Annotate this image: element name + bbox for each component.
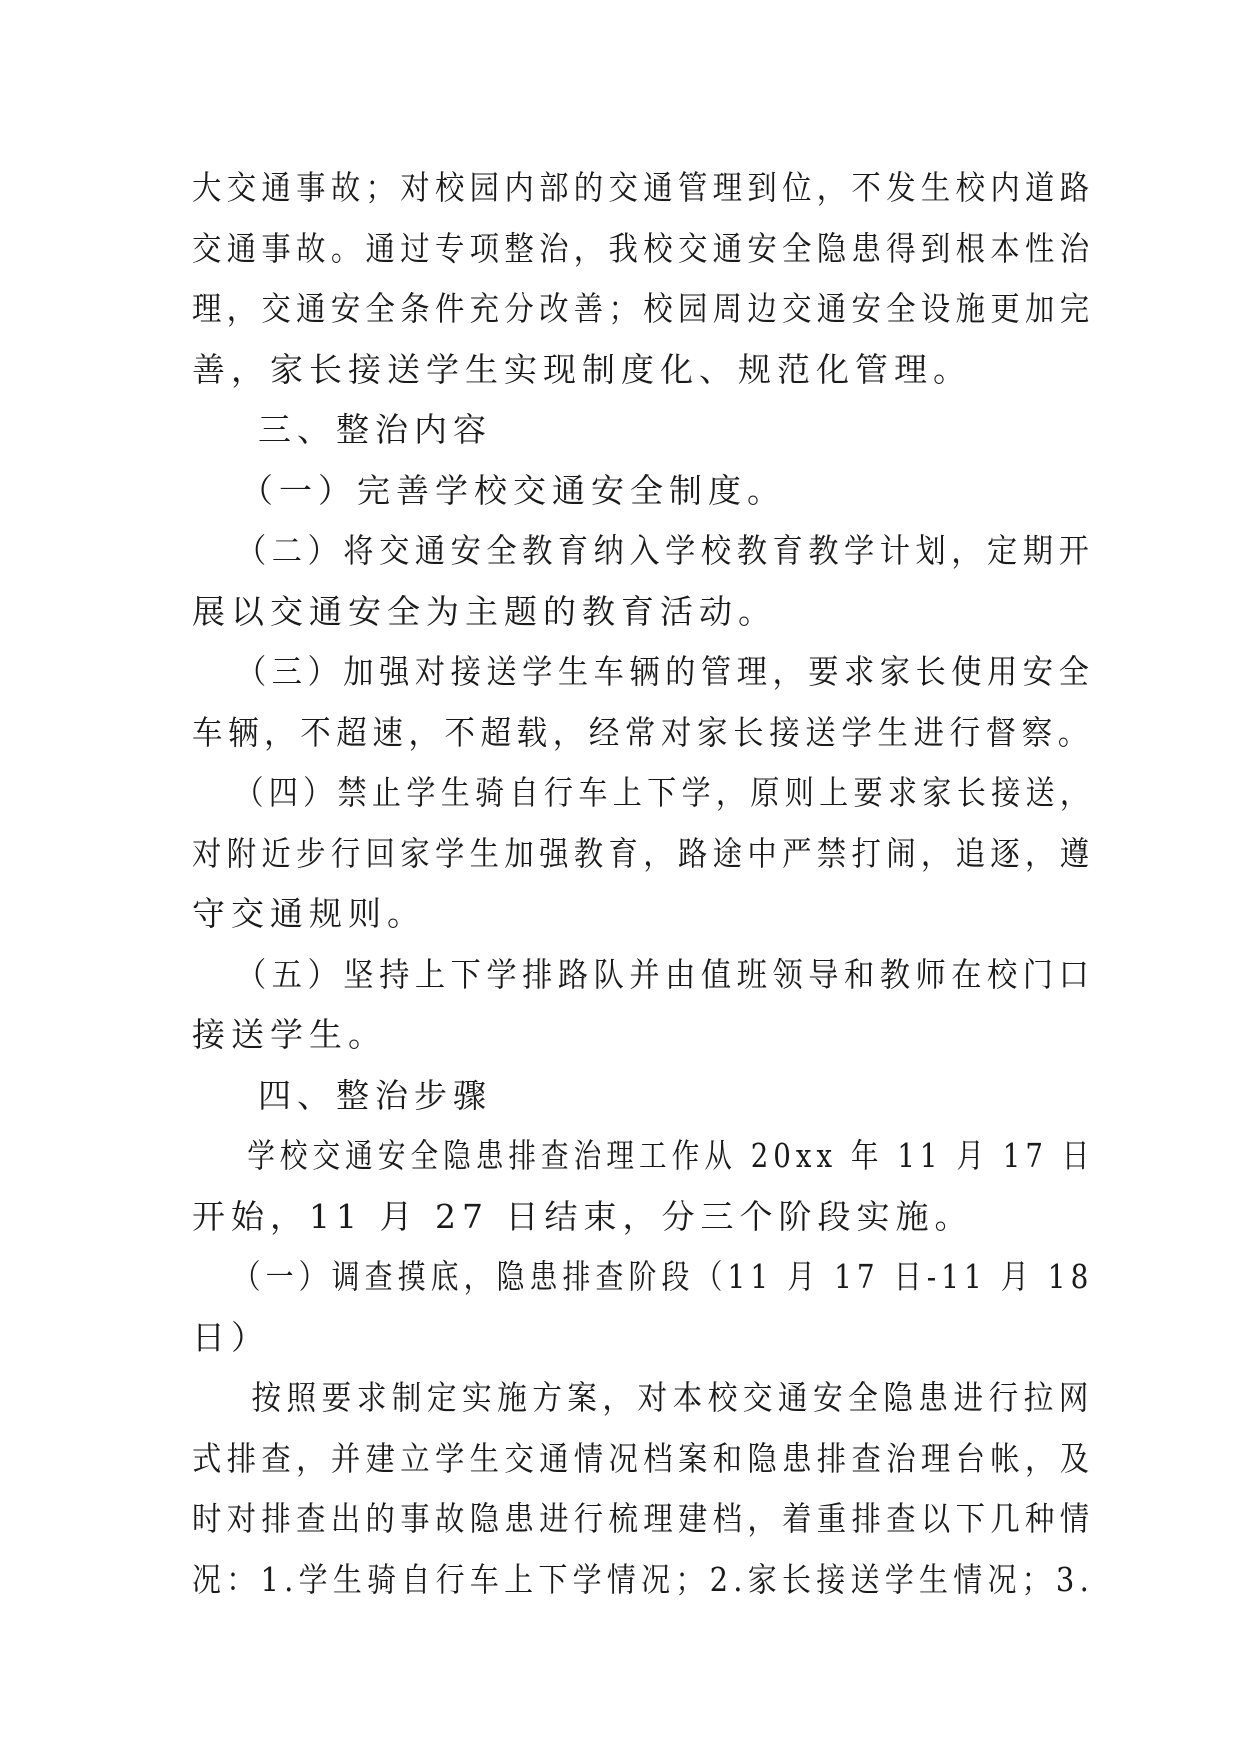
text-line: 日） (192, 1317, 270, 1357)
text-line: （一）完善学校交通安全制度。 (240, 470, 786, 510)
text-line: 按照要求制定实施方案，对本校交通安全隐患进行拉网 (251, 1378, 1094, 1417)
text-line: 展以交通安全为主题的教育活动。 (192, 591, 777, 631)
text-line: （四）禁止学生骑自行车上下学，原则上要求家长接送， (234, 773, 1095, 812)
text-line: 式排查，并建立学生交通情况档案和隐患排查治理台帐，及 (192, 1438, 1095, 1478)
text-line: 善，家长接送学生实现制度化、规范化管理。 (192, 349, 972, 389)
text-line: 况：1.学生骑自行车上下学情况；2.家长接送学生情况；3. (192, 1559, 1095, 1599)
text-line: 守交通规则。 (192, 894, 426, 933)
text-line: 理，交通安全条件充分改善；校园周边交通安全设施更加完 (192, 289, 1095, 328)
document-body (192, 158, 1095, 1610)
text-line: （一）调查摸底，隐患排查阶段（11 月 17 日-11 月 18 (232, 1257, 1094, 1296)
text-line: 车辆，不超速，不超载，经常对家长接送学生进行督察。 (192, 712, 1094, 752)
text-line: 开始，11 月 27 日结束，分三个阶段实施。 (192, 1196, 974, 1236)
text-line: 大交通事故；对校园内部的交通管理到位，不发生校内道路 (192, 168, 1095, 207)
text-line: （二）将交通安全教育纳入学校教育教学计划，定期开 (236, 531, 1095, 570)
text-line: 交通事故。通过专项整治，我校交通安全隐患得到根本性治 (192, 228, 1095, 268)
text-line: （五）坚持上下学排路队并由值班领导和教师在校门口 (236, 954, 1095, 994)
text-line: 学校交通安全隐患排查治理工作从 20xx 年 11 月 17 日 (247, 1136, 1095, 1175)
text-line: 对附近步行回家学生加强教育，路途中严禁打闹，追逐，遵 (192, 833, 1095, 873)
text-line: 三、整治内容 (258, 410, 492, 449)
text-line: 四、整治步骤 (258, 1075, 492, 1115)
text-line: （三）加强对接送学生车辆的管理，要求家长使用安全 (236, 652, 1095, 691)
text-line: 时对排查出的事故隐患进行梳理建档，着重排查以下几种情 (192, 1499, 1095, 1538)
text-line: 接送学生。 (192, 1015, 387, 1054)
